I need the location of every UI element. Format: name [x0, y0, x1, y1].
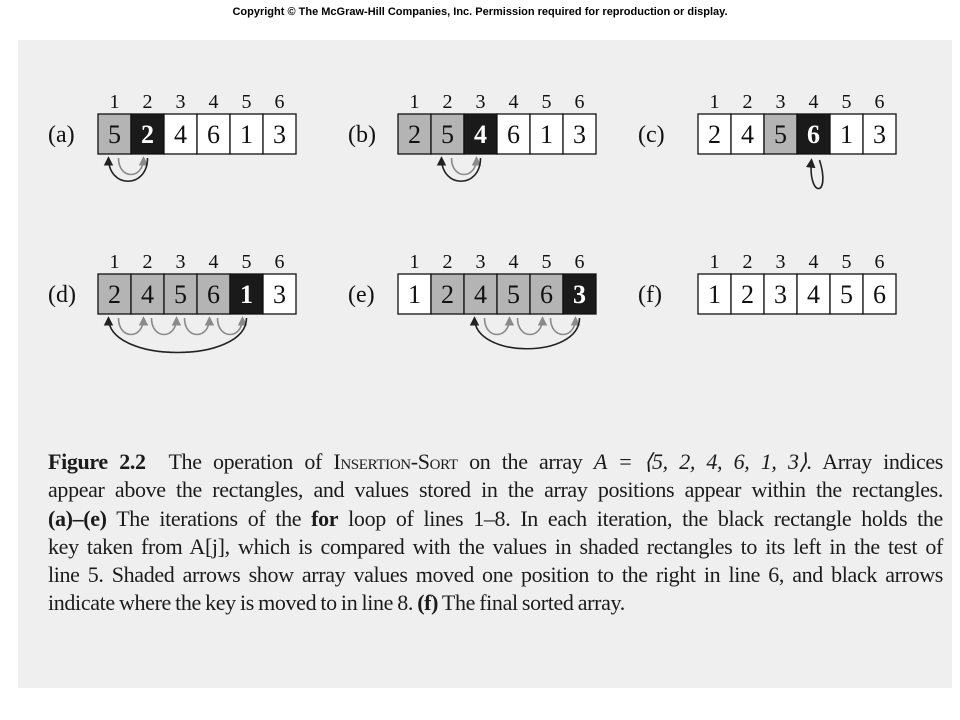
caption-text-1: The operation of [168, 449, 322, 474]
index-label: 4 [808, 91, 819, 113]
arrow-shaded [119, 318, 144, 335]
panel-label: (c) [638, 122, 665, 148]
caption-line-1 [48, 448, 943, 476]
cell-value: 4 [141, 280, 154, 309]
index-label: 5 [541, 251, 552, 273]
for-keyword: for [311, 505, 339, 531]
arrow-shaded [518, 318, 543, 335]
index-label: 3 [775, 251, 786, 273]
index-label: 3 [475, 91, 486, 113]
index-label: 2 [442, 251, 453, 273]
arrow-shaded [152, 318, 177, 335]
cell-value: 5 [507, 280, 520, 309]
arrow-shaded [218, 318, 243, 335]
cell-value: 6 [507, 120, 520, 149]
caption-text-5: loop of lines 1–8. In each iteration, the black rectangle holds the [348, 505, 943, 531]
cell-value: 5 [774, 120, 787, 149]
cell-value: 1 [708, 280, 721, 309]
cell-value: 3 [573, 120, 586, 149]
caption-text-4: The iterations of the [116, 505, 302, 531]
cell-value: 2 [708, 120, 721, 149]
index-label: 5 [841, 251, 852, 273]
cell-value: 1 [408, 280, 421, 309]
index-label: 3 [775, 91, 786, 113]
arrow-shaded [452, 158, 477, 175]
cell-value: 5 [108, 120, 121, 149]
index-label: 6 [274, 251, 285, 273]
cell-value: 1 [840, 120, 853, 149]
index-label: 5 [541, 91, 552, 113]
index-label: 4 [508, 251, 519, 273]
arrow-shaded [185, 318, 210, 335]
index-label: 2 [442, 91, 453, 113]
cell-value: 2 [108, 280, 121, 309]
cell-value: 6 [540, 280, 553, 309]
cell-value: 2 [441, 280, 454, 309]
cell-value: 5 [174, 280, 187, 309]
final-label: (f) [417, 590, 439, 616]
cell-value: 1 [240, 120, 253, 149]
panel-label: (d) [48, 282, 76, 308]
panel-1 [48, 91, 296, 181]
cell-value: 6 [873, 280, 886, 309]
index-label: 1 [109, 91, 120, 113]
index-label: 3 [175, 91, 186, 113]
index-label: 2 [742, 91, 753, 113]
index-label: 1 [109, 251, 120, 273]
index-label: 1 [409, 91, 420, 113]
figure-caption [48, 448, 943, 618]
arrow-shaded [551, 318, 576, 335]
caption-text-7: The final sorted array. [441, 590, 625, 616]
cell-value: 2 [141, 120, 154, 149]
index-label: 4 [508, 91, 519, 113]
index-label: 6 [574, 91, 585, 113]
panel-label: (f) [638, 282, 662, 308]
index-label: 3 [175, 251, 186, 273]
cell-value: 5 [441, 120, 454, 149]
cell-value: 4 [174, 120, 187, 149]
caption-line-2: appear above the rectangles, and values stored in the array positions appear within the rectangles. [48, 477, 943, 503]
cell-value: 4 [474, 120, 487, 149]
panel-2 [348, 91, 596, 181]
figure-slide [18, 40, 952, 688]
index-label: 4 [208, 251, 219, 273]
panel-3 [638, 91, 896, 189]
caption-text-3: Array indices [822, 449, 944, 474]
index-label: 3 [475, 251, 486, 273]
cell-value: 3 [273, 280, 286, 309]
index-label: 2 [142, 251, 153, 273]
index-label: 2 [142, 91, 153, 113]
insertion-sort-diagram [18, 40, 952, 440]
cell-value: 4 [741, 120, 754, 149]
arrow-black [442, 158, 481, 181]
index-label: 4 [808, 251, 819, 273]
arrow-black [811, 160, 823, 189]
index-label: 1 [709, 251, 720, 273]
cell-value: 1 [240, 280, 253, 309]
cell-value: 6 [807, 120, 820, 149]
index-label: 6 [274, 91, 285, 113]
caption-text-6: indicate where the key is moved to in line 8. [48, 590, 414, 616]
index-label: 6 [574, 251, 585, 273]
cell-value: 5 [840, 280, 853, 309]
cell-value: 3 [873, 120, 886, 149]
index-label: 6 [874, 251, 885, 273]
arrow-black [109, 158, 148, 181]
algorithm-name: Insertion-Sort [333, 449, 458, 474]
cell-value: 2 [741, 280, 754, 309]
index-label: 2 [742, 251, 753, 273]
panel-label: (b) [348, 122, 376, 148]
figure-label: Figure 2.2 [48, 449, 146, 474]
panel-label: (a) [48, 122, 75, 148]
cell-value: 4 [474, 280, 487, 309]
index-label: 5 [841, 91, 852, 113]
panel-6 [638, 251, 896, 314]
caption-line-3 [48, 505, 943, 533]
caption-text-2: on the array [469, 449, 583, 474]
index-label: 4 [208, 91, 219, 113]
caption-line-6 [48, 589, 943, 617]
copyright-notice: Copyright © The McGraw-Hill Companies, Inc. Permission required for reproduction or display. [232, 6, 728, 18]
index-label: 5 [241, 91, 252, 113]
cell-value: 3 [273, 120, 286, 149]
cell-value: 6 [207, 120, 220, 149]
arrow-shaded [119, 158, 144, 175]
caption-line-5: line 5. Shaded arrows show array values moved one position to the right in line 6, and black arrows [48, 562, 943, 588]
arrow-black [109, 318, 247, 353]
cell-value: 2 [408, 120, 421, 149]
index-label: 6 [874, 91, 885, 113]
cell-value: 4 [807, 280, 820, 309]
caption-line-4: key taken from A[j], which is compared with the values in shaded rectangles to its left in the test of [48, 533, 943, 559]
panel-5 [348, 251, 596, 349]
panels-layer [48, 91, 896, 353]
cell-value: 3 [774, 280, 787, 309]
array-expression: A = ⟨5, 2, 4, 6, 1, 3⟩. [593, 449, 813, 474]
arrow-shaded [485, 318, 510, 335]
index-label: 1 [409, 251, 420, 273]
index-label: 5 [241, 251, 252, 273]
cell-value: 3 [573, 280, 586, 309]
range-label: (a)–(e) [48, 505, 107, 531]
panel-label: (e) [348, 282, 375, 308]
cell-value: 1 [540, 120, 553, 149]
panel-4 [48, 251, 296, 353]
cell-value: 6 [207, 280, 220, 309]
index-label: 1 [709, 91, 720, 113]
